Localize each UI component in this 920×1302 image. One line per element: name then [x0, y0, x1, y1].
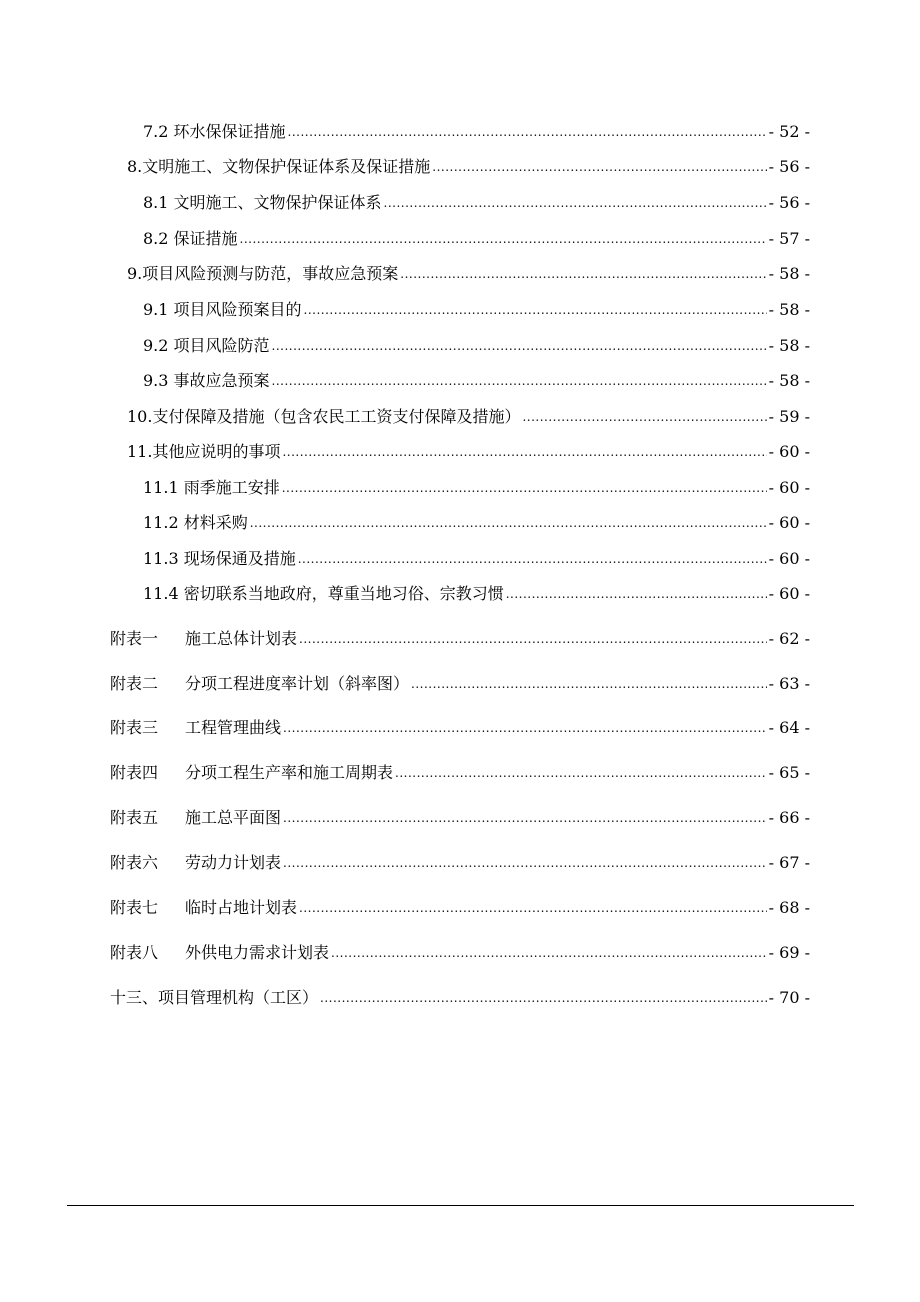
toc-entry-page: - 58 - [768, 264, 810, 283]
toc-entry-appendix-7[interactable] [110, 896, 810, 920]
toc-entry-title: 8.文明施工、文物保护保证体系及保证措施 [127, 157, 431, 176]
appendix-title: 施工总体计划表 [185, 629, 298, 648]
dot-leader [283, 809, 767, 827]
toc-entry-page: - 60 - [768, 478, 810, 497]
toc-entry-page: - 63 - [768, 674, 810, 693]
toc-entry-appendix-6[interactable] [110, 851, 810, 875]
toc-entry-page: - 58 - [768, 300, 810, 319]
dot-leader [298, 550, 767, 568]
dot-leader [283, 854, 767, 872]
dot-leader [282, 479, 767, 497]
toc-entry-appendix-2[interactable] [110, 672, 810, 696]
toc-entry-11-1[interactable] [143, 476, 810, 500]
toc-entry-page: - 58 - [768, 371, 810, 390]
toc-entry-9-2[interactable] [143, 334, 810, 358]
toc-entry-page: - 57 - [768, 229, 810, 248]
toc-entry-title [110, 716, 281, 740]
toc-entry-8-2[interactable] [143, 227, 810, 251]
dot-leader [283, 719, 767, 737]
toc-entry-title: 十三、项目管理机构（工区） [110, 988, 319, 1007]
dot-leader [384, 194, 767, 212]
toc-entry-title: 11.1 雨季施工安排 [143, 478, 280, 497]
toc-entry-11-3[interactable] [143, 547, 810, 571]
toc-entry-page: - 67 - [768, 853, 810, 872]
appendix-prefix: 附表八 [110, 943, 159, 962]
toc-entry-page: - 69 - [768, 943, 810, 962]
appendix-title: 临时占地计划表 [185, 898, 298, 917]
toc-entry-8-1[interactable] [143, 191, 810, 215]
dot-leader [506, 585, 767, 603]
toc-entry-appendix-8[interactable] [110, 941, 810, 965]
toc-entry-page: - 60 - [768, 549, 810, 568]
toc-entry-title: 8.1 文明施工、文物保护保证体系 [143, 193, 382, 212]
footer-divider [67, 1205, 854, 1206]
toc-entry-13[interactable] [110, 986, 810, 1010]
dot-leader [411, 675, 767, 693]
toc-entry-page: - 60 - [768, 513, 810, 532]
toc-entry-title: 10.支付保障及措施（包含农民工工资支付保障及措施） [127, 407, 521, 426]
toc-entry-8[interactable] [127, 155, 810, 179]
appendix-title: 劳动力计划表 [185, 853, 282, 872]
dot-leader [522, 408, 766, 426]
dot-leader [240, 230, 767, 248]
toc-entry-11[interactable] [127, 440, 810, 464]
toc-entry-9-1[interactable] [143, 298, 810, 322]
dot-leader [272, 337, 767, 355]
toc-entry-page: - 59 - [768, 407, 810, 426]
dot-leader [432, 158, 766, 176]
toc-entry-title [110, 761, 393, 785]
toc-entry-11-4[interactable] [143, 582, 810, 606]
toc-entry-10[interactable] [127, 405, 810, 429]
toc-entry-page: - 56 - [768, 193, 810, 212]
toc-entry-page: - 70 - [768, 988, 810, 1007]
dot-leader [331, 944, 767, 962]
appendix-prefix: 附表三 [110, 718, 159, 737]
toc-entry-title: 9.项目风险预测与防范，事故应急预案 [127, 264, 399, 283]
toc-entry-11-2[interactable] [143, 511, 810, 535]
dot-leader [320, 989, 767, 1007]
toc-entry-9[interactable] [127, 262, 810, 286]
dot-leader [250, 514, 767, 532]
dot-leader [400, 265, 766, 283]
appendix-prefix: 附表二 [110, 674, 159, 693]
dot-leader [288, 123, 767, 141]
toc-entry-title [110, 941, 329, 965]
toc-entry-appendix-3[interactable] [110, 716, 810, 740]
toc-entry-title: 9.2 项目风险防范 [143, 336, 270, 355]
dot-leader [299, 899, 767, 917]
dot-leader [272, 372, 767, 390]
appendix-prefix: 附表五 [110, 808, 159, 827]
toc-entry-page: - 56 - [768, 157, 810, 176]
appendix-prefix: 附表七 [110, 898, 159, 917]
dot-leader [299, 630, 767, 648]
toc-entry-appendix-1[interactable] [110, 627, 810, 651]
toc-entry-7-2[interactable] [143, 120, 810, 144]
toc-entry-page: - 64 - [768, 718, 810, 737]
appendix-prefix: 附表六 [110, 853, 159, 872]
toc-entry-page: - 66 - [768, 808, 810, 827]
toc-entry-title [110, 627, 297, 651]
toc-entry-page: - 60 - [768, 584, 810, 603]
toc-entry-page: - 58 - [768, 336, 810, 355]
toc-entry-title [110, 851, 281, 875]
dot-leader [282, 443, 766, 461]
toc-entry-title: 8.2 保证措施 [143, 229, 238, 248]
toc-entry-title: 11.4 密切联系当地政府，尊重当地习俗、宗教习惯 [143, 584, 504, 603]
appendix-title: 工程管理曲线 [185, 718, 282, 737]
toc-entry-9-3[interactable] [143, 369, 810, 393]
toc-entry-page: - 60 - [768, 442, 810, 461]
appendix-title: 分项工程进度率计划（斜率图） [185, 674, 410, 693]
toc-entry-title [110, 806, 281, 830]
appendix-title: 外供电力需求计划表 [185, 943, 330, 962]
toc-entry-title: 11.2 材料采购 [143, 513, 248, 532]
appendix-prefix: 附表四 [110, 763, 159, 782]
toc-entry-title: 9.1 项目风险预案目的 [143, 300, 302, 319]
toc-entry-page: - 52 - [768, 122, 810, 141]
toc-entry-title: 9.3 事故应急预案 [143, 371, 270, 390]
toc-entry-title [110, 672, 409, 696]
appendix-prefix: 附表一 [110, 629, 159, 648]
dot-leader [395, 764, 767, 782]
appendix-title: 分项工程生产率和施工周期表 [185, 763, 394, 782]
toc-entry-title [110, 896, 297, 920]
toc-entry-title: 11.其他应说明的事项 [127, 442, 281, 461]
toc-entry-page: - 62 - [768, 629, 810, 648]
toc-entry-page: - 68 - [768, 898, 810, 917]
toc-entry-page: - 65 - [768, 763, 810, 782]
toc-entry-title: 7.2 环水保保证措施 [143, 122, 286, 141]
dot-leader [304, 301, 767, 319]
appendix-title: 施工总平面图 [185, 808, 282, 827]
toc-entry-appendix-4[interactable] [110, 761, 810, 785]
toc-entry-appendix-5[interactable] [110, 806, 810, 830]
toc-entry-title: 11.3 现场保通及措施 [143, 549, 296, 568]
